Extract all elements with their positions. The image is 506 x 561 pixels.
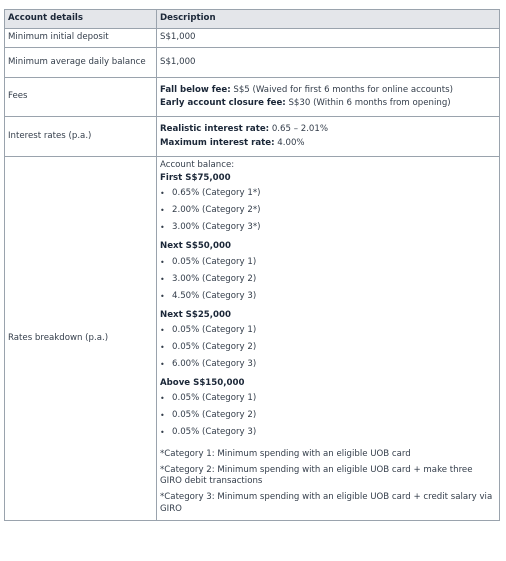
list-item: • 0.65% (Category 1*) — [160, 185, 496, 202]
list-item: • 3.00% (Category 3*) — [160, 219, 496, 236]
list-item: • 0.05% (Category 1) — [160, 254, 496, 271]
early-closure-fee-text: S$30 (Within 6 months from opening) — [285, 98, 451, 108]
table-row-breakdown — [5, 157, 500, 521]
list-item: • 3.00% (Category 2) — [160, 271, 496, 288]
breakdown-label: Rates breakdown (p.a.) — [5, 157, 157, 521]
interest-label: Interest rates (p.a.) — [5, 117, 157, 157]
fall-below-fee-label: Fall below fee: — [160, 84, 231, 95]
account-details-table-wrapper — [4, 9, 500, 521]
tier-heading: First S$75,000 — [160, 173, 231, 184]
list-item: • 0.05% (Category 1) — [160, 322, 496, 339]
tier-next-50000 — [160, 241, 496, 304]
tier-next-25000 — [160, 310, 496, 373]
min-balance-value: S$1,000 — [157, 48, 500, 78]
category-1-note: *Category 1: Minimum spending with an eligible UOB card — [160, 448, 411, 459]
maximum-rate-label: Maximum interest rate: — [160, 137, 275, 148]
list-item: • 0.05% (Category 3) — [160, 424, 496, 441]
min-balance-label: Minimum average daily balance — [5, 48, 157, 78]
category-2-note: *Category 2: Minimum spending with an eligible UOB card + make three GIRO debit transactions — [160, 465, 473, 487]
maximum-rate-text: 4.00% — [274, 137, 305, 148]
list-item: • 4.50% (Category 3) — [160, 288, 496, 305]
tier-rate-list — [160, 322, 496, 373]
tier-first-75000 — [160, 173, 496, 236]
account-balance-intro: Account balance: — [160, 160, 235, 170]
header-description: Description — [157, 10, 500, 29]
list-item: • 2.00% (Category 2*) — [160, 202, 496, 219]
list-item: • 6.00% (Category 3) — [160, 356, 496, 373]
tier-heading: Above S$150,000 — [160, 377, 245, 388]
fall-below-fee-text: S$5 (Waived for first 6 months for online accounts) — [230, 84, 453, 95]
table-header-row — [5, 10, 500, 29]
table-row-min-balance — [5, 48, 500, 78]
list-item: • 0.05% (Category 2) — [160, 407, 496, 424]
table-row-interest — [5, 117, 500, 157]
maximum-rate-line — [160, 138, 496, 149]
fees-value — [157, 78, 500, 117]
interest-value — [157, 117, 500, 157]
tier-rate-list — [160, 185, 496, 236]
list-item: • 0.05% (Category 2) — [160, 339, 496, 356]
min-deposit-value: S$1,000 — [157, 29, 500, 48]
breakdown-value — [157, 157, 500, 521]
realistic-rate-line — [160, 124, 496, 135]
tier-heading: Next S$25,000 — [160, 309, 231, 320]
category-3-note: *Category 3: Minimum spending with an eligible UOB card + credit salary via GIRO — [160, 492, 493, 514]
tier-above-150000 — [160, 378, 496, 441]
account-details-table — [4, 9, 500, 521]
realistic-rate-label: Realistic interest rate: — [160, 124, 270, 135]
realistic-rate-text: 0.65 – 2.01% — [269, 124, 329, 135]
header-account-details: Account details — [5, 10, 157, 29]
tier-rate-list — [160, 390, 496, 441]
fees-label: Fees — [5, 78, 157, 117]
early-closure-fee-label: Early account closure fee: — [160, 98, 286, 108]
list-item: • 0.05% (Category 1) — [160, 390, 496, 407]
min-deposit-label: Minimum initial deposit — [5, 29, 157, 48]
table-row-min-deposit — [5, 29, 500, 48]
fall-below-fee-line — [160, 85, 496, 96]
table-row-fees — [5, 78, 500, 117]
tier-heading: Next S$50,000 — [160, 241, 231, 252]
early-closure-fee-line — [160, 98, 496, 109]
tier-rate-list — [160, 254, 496, 305]
